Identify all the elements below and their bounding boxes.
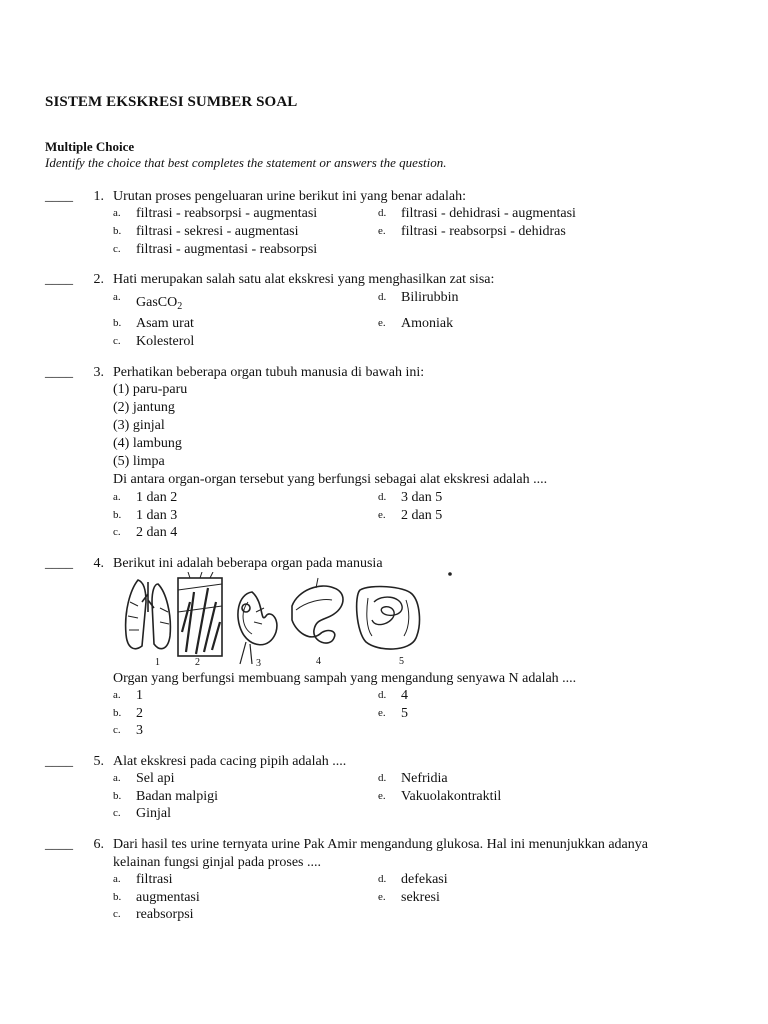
option-letter: a. — [113, 291, 121, 303]
option-5c[interactable]: Ginjal — [136, 806, 171, 821]
answer-blank-4[interactable]: ____ — [45, 556, 73, 571]
option-letter: c. — [113, 807, 121, 819]
figure-label-5: 5 — [399, 656, 404, 667]
option-3c[interactable]: 2 dan 4 — [136, 525, 178, 540]
question-number-4: 4. — [93, 556, 104, 571]
organ-figure — [120, 572, 460, 672]
option-2e[interactable]: Amoniak — [401, 316, 454, 331]
answer-blank-3[interactable]: ____ — [45, 365, 73, 380]
option-letter: e. — [378, 225, 386, 237]
figure-label-3: 3 — [256, 658, 261, 669]
option-letter: b. — [113, 891, 122, 903]
figure-label-1: 1 — [155, 657, 160, 668]
question-stem-5: Alat ekskresi pada cacing pipih adalah .... — [113, 754, 347, 769]
option-4c[interactable]: 3 — [136, 723, 143, 738]
option-5e[interactable]: Vakuolakontraktil — [401, 789, 502, 804]
option-2c[interactable]: Kolesterol — [136, 334, 195, 349]
option-letter: d. — [378, 291, 387, 303]
option-1d[interactable]: filtrasi - dehidrasi - augmentasi — [401, 206, 576, 221]
page-title: SISTEM EKSKRESI SUMBER SOAL — [45, 94, 298, 110]
question-number-2: 2. — [93, 272, 104, 287]
option-letter: b. — [113, 790, 122, 802]
option-letter: c. — [113, 724, 121, 736]
stem-line: (1) paru-paru — [113, 382, 188, 397]
question-stem-3: Perhatikan beberapa organ tubuh manusia di bawah ini: — [113, 365, 425, 380]
option-6a[interactable]: filtrasi — [136, 872, 173, 887]
option-letter: c. — [113, 243, 121, 255]
option-letter: e. — [378, 509, 386, 521]
skin-drawing — [178, 578, 222, 656]
option-letter: e. — [378, 790, 386, 802]
option-4b[interactable]: 2 — [136, 706, 143, 721]
question-number-5: 5. — [93, 754, 104, 769]
stem-line: (2) jantung — [113, 400, 175, 415]
answer-blank-5[interactable]: ____ — [45, 754, 73, 769]
figure-label-4: 4 — [316, 656, 321, 667]
option-letter: a. — [113, 873, 121, 885]
option-3e[interactable]: 2 dan 5 — [401, 508, 443, 523]
question-stem-1: Urutan proses pengeluaran urine berikut ini yang benar adalah: — [113, 189, 466, 204]
option-letter: e. — [378, 707, 386, 719]
option-5d[interactable]: Nefridia — [401, 771, 448, 786]
option-letter: d. — [378, 207, 387, 219]
option-1c[interactable]: filtrasi - augmentasi - reabsorpsi — [136, 242, 318, 257]
option-letter: b. — [113, 317, 122, 329]
question-stem-2: Hati merupakan salah satu alat ekskresi yang menghasilkan zat sisa: — [113, 272, 495, 287]
stem-line: (3) ginjal — [113, 418, 165, 433]
option-2b[interactable]: Asam urat — [136, 316, 194, 331]
option-3d[interactable]: 3 dan 5 — [401, 490, 443, 505]
section-instruction: Identify the choice that best completes the statement or answers the question. — [45, 155, 447, 170]
option-letter: c. — [113, 335, 121, 347]
option-letter: a. — [113, 689, 121, 701]
option-1b[interactable]: filtrasi - sekresi - augmentasi — [136, 224, 299, 239]
question-number-1: 1. — [93, 189, 104, 204]
option-6e[interactable]: sekresi — [401, 890, 440, 905]
option-letter: a. — [113, 491, 121, 503]
option-4e[interactable]: 5 — [401, 706, 408, 721]
option-letter: d. — [378, 873, 387, 885]
option-1a[interactable]: filtrasi - reabsorpsi - augmentasi — [136, 206, 318, 221]
option-3a[interactable]: 1 dan 2 — [136, 490, 178, 505]
option-3b[interactable]: 1 dan 3 — [136, 508, 178, 523]
answer-blank-6[interactable]: ____ — [45, 837, 73, 852]
option-2a-text: GasCO — [136, 295, 178, 310]
option-letter: a. — [113, 207, 121, 219]
stem-line: kelainan fungsi ginjal pada proses .... — [113, 855, 322, 870]
option-2a[interactable] — [136, 295, 182, 311]
option-letter: b. — [113, 707, 122, 719]
option-letter: e. — [378, 891, 386, 903]
option-letter: d. — [378, 772, 387, 784]
option-6b[interactable]: augmentasi — [136, 890, 200, 905]
option-letter: e. — [378, 317, 386, 329]
option-1e[interactable]: filtrasi - reabsorpsi - dehidras — [401, 224, 566, 239]
option-letter: c. — [113, 908, 121, 920]
stem-line: (5) limpa — [113, 454, 165, 469]
question-number-3: 3. — [93, 365, 104, 380]
lungs-drawing — [126, 580, 146, 649]
question-stem-4: Berikut ini adalah beberapa organ pada manusia — [113, 556, 383, 571]
kidney-drawing — [238, 592, 277, 645]
option-5a[interactable]: Sel api — [136, 771, 175, 786]
intestine-drawing — [357, 587, 420, 650]
option-6d[interactable]: defekasi — [401, 872, 448, 887]
option-4d[interactable]: 4 — [401, 688, 408, 703]
question-stem-6: Dari hasil tes urine ternyata urine Pak Amir mengandung glukosa. Hal ini menunjukkan adanya — [113, 837, 648, 852]
option-5b[interactable]: Badan malpigi — [136, 789, 219, 804]
option-letter: b. — [113, 225, 122, 237]
question-number-6: 6. — [93, 837, 104, 852]
option-letter: d. — [378, 689, 387, 701]
option-6c[interactable]: reabsorpsi — [136, 907, 194, 922]
option-4a[interactable]: 1 — [136, 688, 143, 703]
option-letter: a. — [113, 772, 121, 784]
liver-drawing — [292, 586, 343, 643]
question-4-prompt: Organ yang berfungsi membuang sampah yang mengandung senyawa N adalah .... — [113, 671, 577, 686]
answer-blank-1[interactable]: ____ — [45, 189, 73, 204]
option-letter: b. — [113, 509, 122, 521]
option-2d[interactable]: Bilirubbin — [401, 290, 459, 305]
subscript: 2 — [177, 301, 183, 312]
option-letter: d. — [378, 491, 387, 503]
answer-blank-2[interactable]: ____ — [45, 272, 73, 287]
stem-line: Di antara organ-organ tersebut yang berfungsi sebagai alat ekskresi adalah .... — [113, 472, 548, 487]
stem-line: (4) lambung — [113, 436, 182, 451]
option-letter: c. — [113, 526, 121, 538]
figure-label-2: 2 — [195, 657, 200, 668]
section-heading: Multiple Choice — [45, 139, 135, 154]
